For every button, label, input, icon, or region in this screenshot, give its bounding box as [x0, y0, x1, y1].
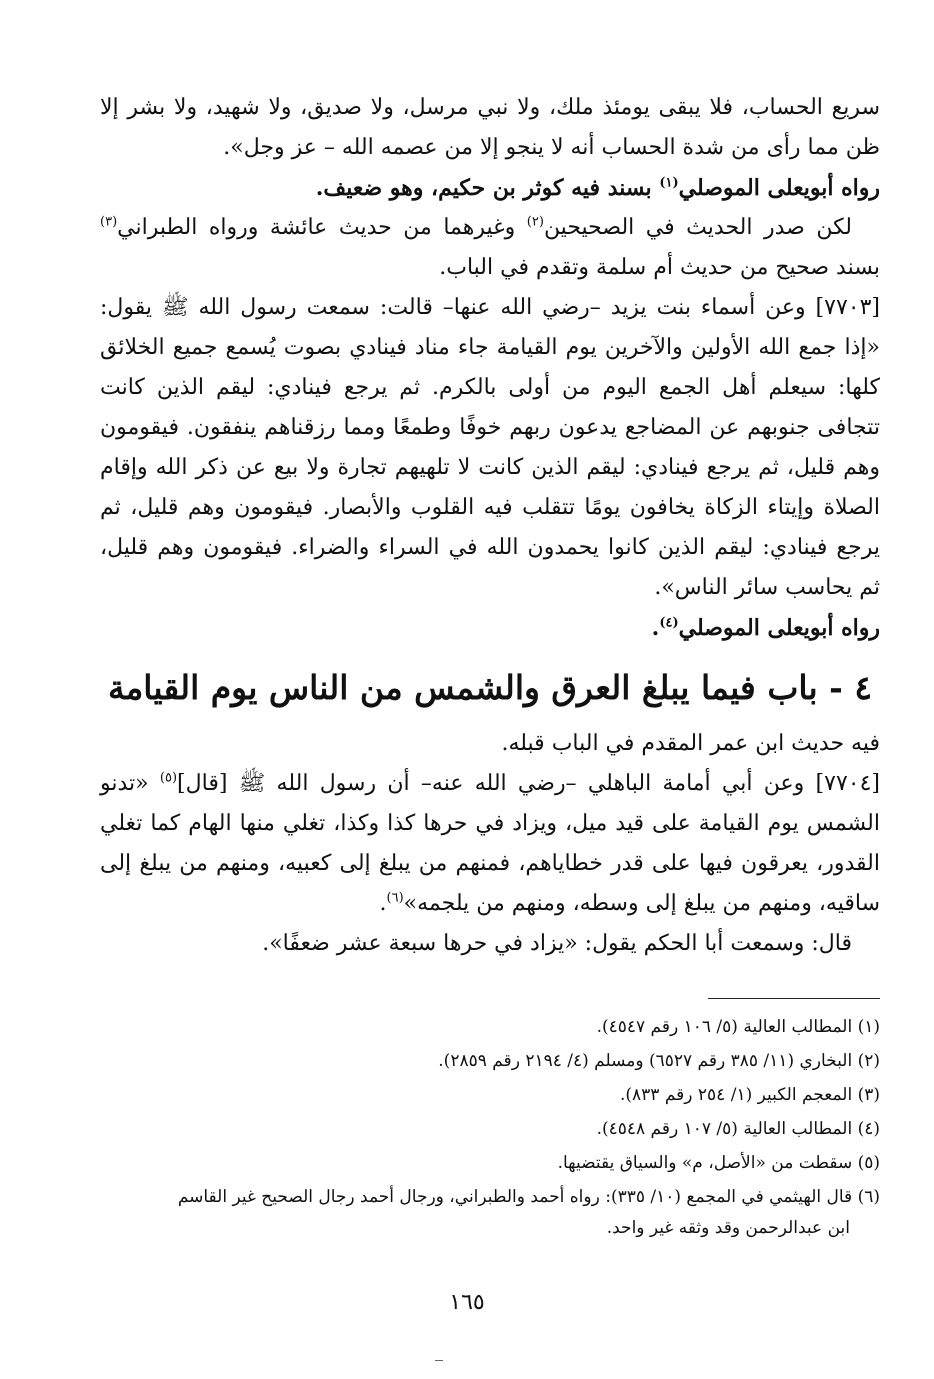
- note-text: .: [651, 615, 660, 641]
- text-run: لكن صدر الحديث في الصحيحين: [543, 215, 853, 240]
- note-text: رواه أبويعلى الموصلي: [678, 615, 880, 641]
- note-text: بسند فيه كوثر بن حكيم، وهو ضعيف.: [315, 175, 660, 201]
- footnote-ref[interactable]: (١): [659, 175, 679, 191]
- chapter-heading: ٤ - باب فيما يبلغ العرق والشمس من الناس يوم القيامة: [107, 668, 873, 707]
- paragraph-abu-al-hakam: قال: وسمعت أبا الحكم يقول: «يزاد في حرها سبعة عشر ضعفًا».: [262, 931, 852, 956]
- footnote-6-continuation: ابن عبدالرحمن وقد وثقه غير واحد.: [606, 1218, 850, 1238]
- footnote-ref[interactable]: (٦): [386, 890, 404, 906]
- text-run: «تدنو الشمس يوم القيامة على قيد ميل، ويزاد في حرها كذا وكذا، تغلي منها الهام كما تغلي القدور، يعرقون فيها على قدر خطاياهم، فمنهم من يبلغ إلى كعبيه، ومنهم من يبلغ إلى ساقيه، ومنهم من يبلغ إلى وسطه، ومنهم من يلجمه»: [100, 771, 880, 916]
- footnote-1: (١) المطالب العالية (٥/ ١٠٦ رقم ٤٥٤٧).: [596, 1017, 880, 1037]
- narration-note-4: [100, 608, 880, 648]
- paragraph-continuation: سريع الحساب، فلا يبقى يومئذ ملك، ولا نبي مرسل، ولا صديق، ولا شهيد، ولا بشر إلا ظن مما رأى من شدة الحساب أنه لا ينجو إلا من عصمه الله – عز وجل».: [100, 95, 880, 160]
- page-body: [100, 88, 880, 1238]
- text-run: وغيرهما من حديث عائشة ورواه الطبراني: [117, 215, 527, 240]
- footnote-ref[interactable]: (٢): [526, 214, 544, 230]
- footnote-5: (٥) سقطت من «الأصل، م» والسياق يقتضيها.: [557, 1153, 880, 1173]
- scan-mark: [435, 1360, 443, 1361]
- page-number: ١٦٥: [449, 1290, 485, 1315]
- text-run: بسند صحيح من حديث أم سلمة وتقدم في الباب.: [439, 255, 880, 280]
- footnote-3: (٣) المعجم الكبير (١/ ٢٥٤ رقم ٨٣٣).: [619, 1085, 880, 1105]
- paragraph-ibn-umar: فيه حديث ابن عمر المقدم في الباب قبله.: [501, 731, 880, 756]
- text-run: .: [379, 891, 387, 916]
- footnotes: [100, 1010, 880, 1242]
- hadith-7704: [100, 764, 880, 924]
- footnote-2: (٢) البخاري (١١/ ٣٨٥ رقم ٦٥٢٧) ومسلم (٤/ ٢١٩٤ رقم ٢٨٥٩).: [438, 1051, 880, 1071]
- paragraph-sahihayn: [100, 208, 880, 288]
- note-text: رواه أبويعلى الموصلي: [678, 175, 880, 201]
- narration-note-1: [100, 168, 880, 208]
- footnote-separator: [708, 998, 880, 999]
- footnote-ref[interactable]: (٥): [159, 770, 178, 786]
- footnote-6: (٦) قال الهيثمي في المجمع (١٠/ ٣٣٥): رواه أحمد والطبراني، ورجال أحمد رجال الصحيح غير القاسم: [177, 1187, 880, 1207]
- footnote-4: (٤) المطالب العالية (٥/ ١٠٧ رقم ٤٥٤٨).: [596, 1119, 880, 1139]
- hadith-7703: [٧٧٠٣] وعن أسماء بنت يزيد –رضي الله عنها– قالت: سمعت رسول الله ﷺ يقول: «إذا جمع الله الأولين والآخرين يوم القيامة جاء مناد فينادي بصوت يُسمع جميع الخلائق كلها: سيعلم أهل الجمع اليوم من أولى بالكرم. ثم يرجع فينادي: ليقم الذين كانت تتجافى جنوبهم عن المضاجع يدعون ربهم خوفًا وطمعًا ومما رزقناهم ينفقون. فيقومون وهم قليل، ثم يرجع فينادي: ليقم الذين كانت لا تلهيهم تجارة ولا بيع عن ذكر الله وإقام الصلاة وإيتاء الزكاة يخافون يومًا تتقلب فيه القلوب والأبصار. فيقومون وهم قليل، ثم يرجع فينادي: ليقم الذين كانوا يحمدون الله في السراء والضراء. فيقومون وهم قليل، ثم يحاسب سائر الناس».: [100, 295, 880, 600]
- footnote-ref[interactable]: (٣): [100, 214, 118, 230]
- text-run: [٧٧٠٤] وعن أبي أمامة الباهلي –رضي الله عنه– أن رسول الله ﷺ [قال]: [177, 771, 880, 796]
- footnote-ref[interactable]: (٤): [659, 615, 679, 631]
